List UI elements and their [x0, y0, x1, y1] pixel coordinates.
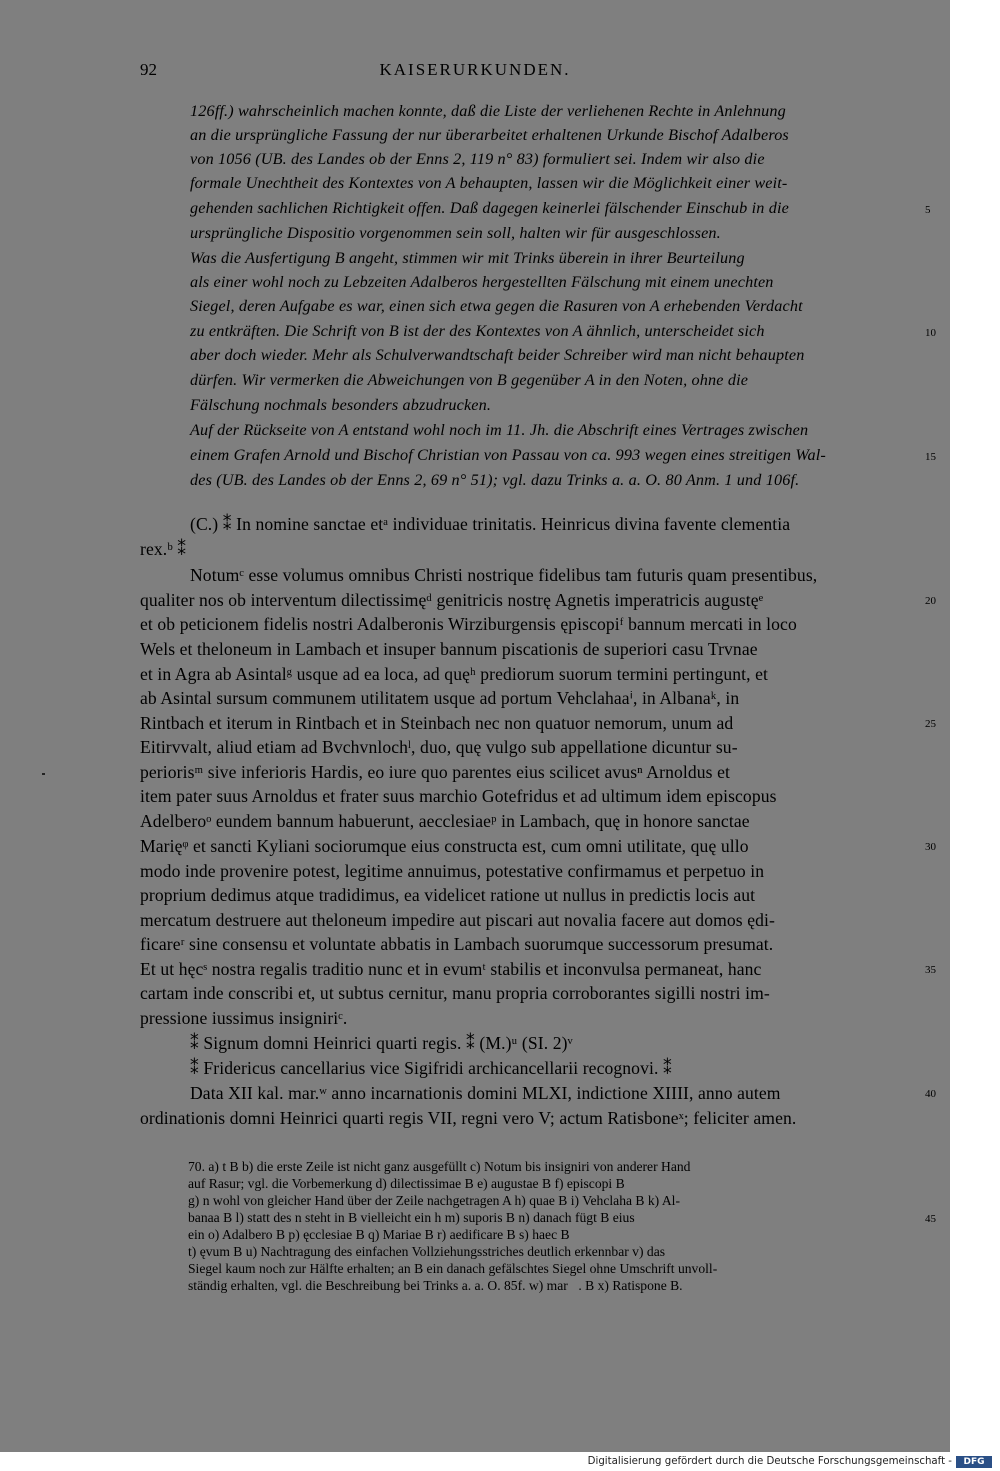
line-number: 5 — [925, 204, 931, 216]
note-line: t) ęvum B u) Nachtragung des einfachen Vollziehungsstriches deutlich erkennbar v) das — [188, 1244, 666, 1259]
text-line: Rintbach et iterum in Rintbach et in Steinbach nec non quatuor nemorum, unum ad — [140, 713, 734, 733]
text-line: Marięᵠ et sancti Kyliani sociorumque eius constructa est, cum omni utilitate, quę ullo — [140, 836, 749, 856]
line-number: 40 — [925, 1088, 936, 1100]
text-line: Adelberoᵒ eundem bannum habuerunt, aecclesiaeᵖ in Lambach, quę in honore sanctae — [140, 811, 750, 831]
intro-line: als einer wohl noch zu Lebzeiten Adalberos hergestellten Fälschung mit einem unechten — [190, 273, 774, 291]
intro-line: einem Grafen Arnold und Bischof Christian von Passau von ca. 993 wegen eines streitigen Wal- — [190, 446, 826, 464]
intro-line: Auf der Rückseite von A entstand wohl noch im 11. Jh. die Abschrift eines Vertrages zwischen — [190, 421, 809, 439]
dating-line: Data XII kal. mar.ʷ anno incarnationis domini MLXI, indictione XIIII, anno autem — [190, 1083, 781, 1103]
note-line: ständig erhalten, vgl. die Beschreibung bei Trinks a. a. O. 85f. w) marᷓ. B x) Ratispone B. — [188, 1278, 683, 1293]
text-line: item pater suus Arnoldus et frater suus marchio Gotefridus et ad ultimum idem episcopus — [140, 786, 777, 806]
running-title: KAISERURKUNDEN. — [379, 60, 571, 79]
digitization-credit — [587, 1453, 1000, 1471]
note-line: ein o) Adalbero B p) ęcclesiae B q) Mariae B r) aedificare B s) haec B — [188, 1227, 570, 1242]
text-line: proprium dedimus atque tradidimus, ea videlicet ratione ut nullus in predictis locis aut — [140, 885, 756, 905]
text-line: ficareʳ sine consensu et voluntate abbatis in Lambach suorumque successorum presumat. — [140, 934, 774, 954]
text-line: Et ut hęcˢ nostra regalis traditio nunc et in evumᵗ stabilis et inconvulsa permaneat, hanc — [140, 959, 762, 979]
text-line: cartam inde conscribi et, ut subtus cernitur, manu propria corroborantes sigilli nostri im- — [140, 983, 770, 1003]
text-line: mercatum destruere aut theloneum impedire aut piscari aut novalia facere aut domos ędi- — [140, 910, 775, 930]
note-line: Siegel kaum noch zur Hälfte erhalten; an B ein danach gefälschtes Siegel ohne Umschrift unvoll- — [188, 1261, 718, 1276]
text-line: modo inde provenire potest, legitime annuimus, potestative confirmamus et perpetuo in — [140, 861, 765, 881]
text-line: et in Agra ab Asintalᵍ usque ad ea loca, ad quęʰ prediorum suorum termini pertingunt, et — [140, 664, 769, 684]
text-line: Notumᶜ esse volumus omnibus Christi nostrique fidelibus tam futuris quam presentibus, — [190, 565, 818, 585]
text-line: qualiter nos ob interventum dilectissimęᵈ genitricis nostrę Agnetis imperatricis augustęᵉ — [140, 590, 764, 610]
intro-line: zu entkräften. Die Schrift von B ist der des Kontextes von A ähnlich, unterscheidet sich — [190, 322, 765, 340]
recognition-line: ⁑ Fridericus cancellarius vice Sigifridi archicancellarii recognovi. ⁑ — [190, 1058, 672, 1078]
intro-line: formale Unechtheit des Kontextes von A behaupten, lassen wir die Möglichkeit einer weit- — [190, 174, 788, 192]
note-line: banaa B l) statt des n steht in B vielleicht ein h m) suporis B n) danach fügt B eius — [188, 1210, 635, 1225]
line-number: 25 — [925, 718, 936, 730]
intro-line: aber doch wieder. Mehr als Schulverwandtschaft beider Schreiber wird man nicht behaupten — [190, 346, 805, 364]
credit-text: Digitalisierung gefördert durch die Deutsche Forschungsgemeinschaft - — [587, 1456, 952, 1467]
line-number: 10 — [925, 327, 936, 339]
text-line: Eitirvvalt, aliud etiam ad Bvchvnlochˡ, duo, quę vulgo sub appellatione dicuntur su- — [140, 737, 738, 757]
line-number: 30 — [925, 841, 936, 853]
page-header — [0, 60, 950, 84]
intro-line: dürfen. Wir vermerken die Abweichungen von B gegenüber A in den Noten, ohne die — [190, 371, 749, 389]
intro-line: ursprüngliche Dispositio vorgenommen sein soll, halten wir für ausgeschlossen. — [190, 224, 721, 242]
signature-line: ⁑ Signum domni Heinrici quarti regis. ⁑ (M.)ᵘ (SI. 2)ᵛ — [190, 1033, 573, 1053]
note-line: g) n wohl von gleicher Hand über der Zeile nachgetragen A h) quae B i) Vehclaha B k) Al- — [188, 1193, 680, 1208]
line-number: 15 — [925, 451, 936, 463]
dfg-logo-icon: DFG — [956, 1456, 992, 1468]
text-line: et ob peticionem fidelis nostri Adalberonis Wirziburgensis ępiscopiᶠ bannum mercati in loco — [140, 614, 797, 634]
intro-line: an die ursprüngliche Fassung der nur überarbeitet erhaltenen Urkunde Bischof Adalberos — [190, 126, 789, 144]
margin-mark — [42, 773, 45, 775]
line-number: 45 — [925, 1213, 936, 1225]
intro-line: 126ff.) wahrscheinlich machen konnte, daß die Liste der verliehenen Rechte in Anlehnung — [190, 102, 786, 120]
text-line: pressione iussimus insigniriᶜ. — [140, 1008, 348, 1028]
line-number: 35 — [925, 964, 936, 976]
intro-line: Was die Ausfertigung B angeht, stimmen wir mit Trinks überein in ihrer Beurteilung — [190, 249, 745, 267]
page-number: 92 — [140, 60, 157, 79]
text-line: ab Asintal sursum communem utilitatem usque ad portum Vehclahaaⁱ, in Albanaᵏ, in — [140, 688, 740, 708]
line-number: 20 — [925, 595, 936, 607]
intro-line: des (UB. des Landes ob der Enns 2, 69 n° 51); vgl. dazu Trinks a. a. O. 80 Anm. 1 und 106f. — [190, 471, 800, 489]
text-line: (C.) ⁑ In nomine sanctae etᵃ individuae trinitatis. Heinricus divina favente clementia — [190, 514, 791, 534]
intro-line: von 1056 (UB. des Landes ob der Enns 2, 119 n° 83) formuliert sei. Indem wir also die — [190, 150, 765, 168]
text-line: Wels et theloneum in Lambach et insuper bannum piscationis de superiori casu Trvnae — [140, 639, 758, 659]
text-line: periorisᵐ sive inferioris Hardis, eo iure quo parentes eius scilicet avusⁿ Arnoldus et — [140, 762, 730, 782]
intro-line: gehenden sachlichen Richtigkeit offen. Daß dagegen keinerlei fälschender Einschub in die — [190, 199, 789, 217]
dating-line: ordinationis domni Heinrici quarti regis VII, regni vero V; actum Ratisboneˣ; feliciter amen. — [140, 1108, 797, 1128]
text-line: rex.ᵇ ⁑ — [140, 539, 187, 559]
note-line: auf Rasur; vgl. die Vorbemerkung d) dilectissimae B e) augustae B f) episcopi B — [188, 1176, 625, 1191]
intro-line: Fälschung nochmals besonders abzudrucken. — [190, 396, 492, 414]
intro-line: Siegel, deren Aufgabe es war, einen sich etwa gegen die Rasuren von A erhebenden Verdacht — [190, 297, 803, 315]
note-line: 70. a) t B b) die erste Zeile ist nicht ganz ausgefüllt c) Notum bis insigniri von anderer Hand — [188, 1159, 691, 1174]
